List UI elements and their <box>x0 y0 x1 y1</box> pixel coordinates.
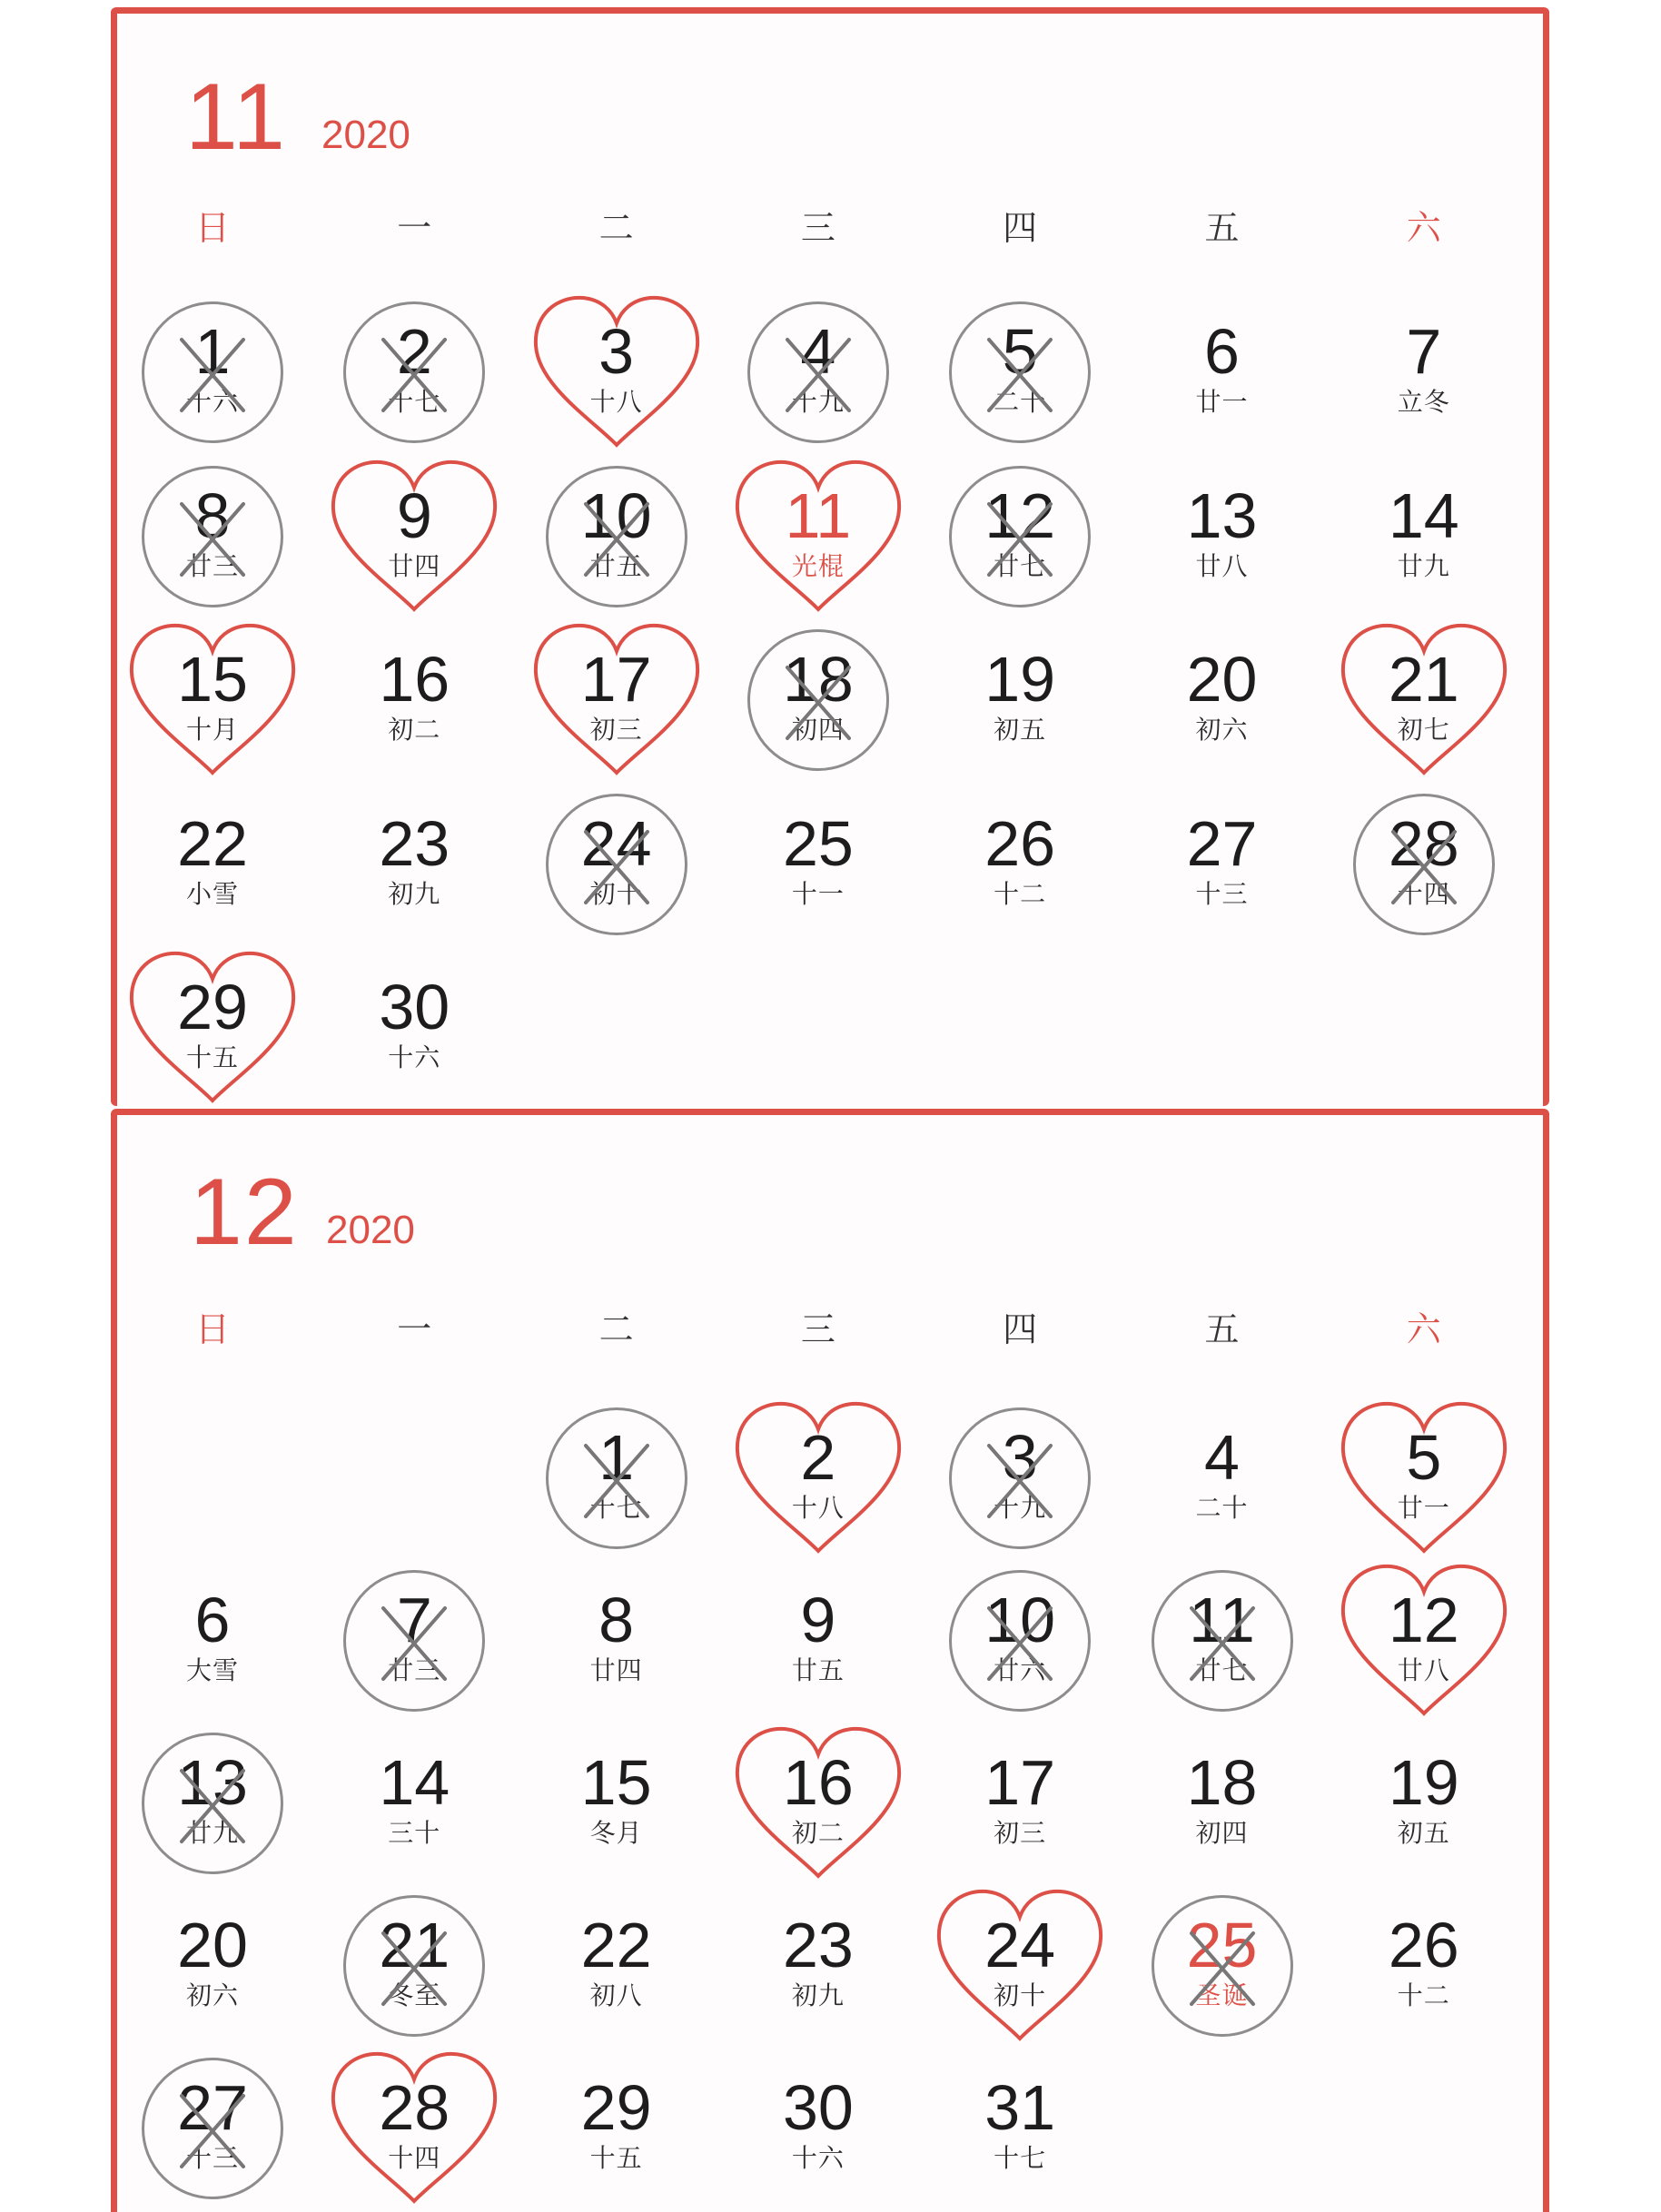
lunar-label: 初二 <box>388 715 441 745</box>
day-cell[interactable] <box>1338 1723 1510 1883</box>
day-cell[interactable] <box>126 1886 299 2046</box>
day-number: 30 <box>379 972 450 1042</box>
day-number: 19 <box>984 644 1056 715</box>
lunar-label: 十二 <box>1397 1980 1450 2010</box>
day-number: 28 <box>1388 807 1459 879</box>
day-cell[interactable] <box>732 1561 905 1721</box>
weekday-fri: 五 <box>1204 208 1240 248</box>
day-cell[interactable] <box>328 292 500 452</box>
lunar-label: 十四 <box>1397 878 1450 909</box>
day-cell[interactable] <box>1136 1886 1309 2046</box>
year-label: 2020 <box>326 1208 415 1252</box>
day-cell[interactable] <box>934 785 1106 944</box>
day-number: 12 <box>984 479 1056 551</box>
day-number: 24 <box>580 807 652 879</box>
day-number: 4 <box>1204 1422 1240 1493</box>
lunar-label: 十二 <box>994 878 1047 909</box>
weekday-mon: 一 <box>397 1309 432 1349</box>
lunar-label: 十一 <box>791 878 845 909</box>
day-cell[interactable] <box>1136 292 1309 452</box>
lunar-label: 廿六 <box>994 1655 1047 1685</box>
lunar-label: 十七 <box>589 1493 643 1523</box>
day-number: 7 <box>1406 316 1442 387</box>
day-cell[interactable] <box>934 1398 1106 1558</box>
day-cell[interactable] <box>1338 620 1510 780</box>
day-cell[interactable] <box>1136 1723 1309 1883</box>
lunar-label: 廿三 <box>388 1655 441 1685</box>
day-cell[interactable] <box>732 1723 905 1883</box>
day-cell[interactable] <box>530 1398 703 1558</box>
cross-icon <box>984 499 1056 580</box>
day-cell[interactable] <box>530 1886 703 2046</box>
month-number: 11 <box>185 64 287 170</box>
cross-icon <box>984 334 1056 416</box>
day-number: 9 <box>396 479 432 551</box>
weekday-mon: 一 <box>397 208 432 248</box>
lunar-label: 廿一 <box>1397 1493 1450 1523</box>
day-cell[interactable] <box>328 457 500 617</box>
lunar-label: 三十 <box>388 1818 441 1848</box>
weekday-wed: 三 <box>800 208 835 248</box>
day-number: 19 <box>1388 1747 1459 1818</box>
cross-icon <box>378 1603 450 1684</box>
day-cell[interactable] <box>1136 457 1309 617</box>
cross-icon <box>176 2090 249 2172</box>
weekday-thu: 四 <box>1003 208 1038 248</box>
lunar-label: 立冬 <box>1397 387 1450 417</box>
day-number: 4 <box>800 316 836 387</box>
cross-icon <box>984 1603 1056 1684</box>
day-number: 27 <box>177 2072 248 2143</box>
day-cell[interactable] <box>126 2049 299 2208</box>
day-number: 15 <box>580 1747 652 1818</box>
day-number: 13 <box>177 1747 248 1818</box>
cross-icon <box>378 334 450 416</box>
day-number: 25 <box>1186 1910 1258 1980</box>
day-cell[interactable] <box>530 2049 703 2208</box>
day-grid <box>117 1115 1543 2205</box>
day-cell[interactable] <box>732 785 905 944</box>
day-number: 21 <box>1388 644 1459 715</box>
day-number: 10 <box>580 479 652 551</box>
weekday-sat: 六 <box>1406 1309 1441 1349</box>
day-number: 15 <box>177 644 248 715</box>
day-number: 14 <box>379 1747 450 1818</box>
day-number: 16 <box>379 644 450 715</box>
day-number: 1 <box>598 1422 635 1493</box>
lunar-label: 十六 <box>185 387 239 417</box>
lunar-label: 初三 <box>589 715 643 745</box>
lunar-label: 廿三 <box>185 550 239 581</box>
lunar-label: 十六 <box>388 1042 441 1072</box>
lunar-label: 初九 <box>388 878 441 909</box>
day-cell[interactable] <box>328 1886 500 2046</box>
day-number: 27 <box>1186 807 1258 879</box>
day-number: 11 <box>1189 1585 1255 1655</box>
lunar-label: 廿五 <box>791 1655 845 1685</box>
cross-icon <box>1186 1928 1259 2010</box>
lunar-label: 十四 <box>388 2143 441 2173</box>
lunar-label: 十三 <box>185 2143 239 2173</box>
lunar-label: 初四 <box>791 715 845 745</box>
day-cell[interactable] <box>732 1398 905 1558</box>
cross-icon <box>580 826 653 908</box>
lunar-label: 初七 <box>1397 715 1450 745</box>
day-number: 6 <box>1204 316 1240 387</box>
day-number: 8 <box>194 479 231 551</box>
day-number: 18 <box>782 644 854 715</box>
day-number: 23 <box>782 1910 854 1980</box>
lunar-label: 十六 <box>791 2143 845 2173</box>
lunar-label: 十五 <box>185 1042 239 1072</box>
day-number: 20 <box>1186 644 1258 715</box>
day-cell[interactable] <box>1338 1561 1510 1721</box>
day-cell[interactable] <box>934 457 1106 617</box>
lunar-label: 初九 <box>791 1980 845 2010</box>
day-cell[interactable] <box>1136 620 1309 780</box>
lunar-label: 二十 <box>1195 1493 1249 1523</box>
lunar-label: 廿九 <box>1397 550 1450 581</box>
day-cell[interactable] <box>934 1886 1106 2046</box>
day-cell[interactable] <box>934 1561 1106 1721</box>
lunar-label: 廿七 <box>994 550 1047 581</box>
day-number: 31 <box>984 2072 1056 2143</box>
lunar-label: 初六 <box>185 1980 239 2010</box>
cross-icon <box>782 334 855 416</box>
lunar-label: 冬月 <box>589 1818 643 1848</box>
lunar-label: 廿八 <box>1397 1655 1450 1685</box>
weekday-thu: 四 <box>1003 1309 1038 1349</box>
lunar-label: 十八 <box>791 1493 845 1523</box>
day-number: 24 <box>984 1910 1056 1980</box>
cross-icon <box>176 1765 249 1847</box>
cross-icon <box>984 1440 1056 1522</box>
lunar-label: 光棍 <box>791 550 845 581</box>
year-label: 2020 <box>321 113 410 157</box>
lunar-label: 廿七 <box>1195 1655 1249 1685</box>
lunar-label: 冬至 <box>388 1980 441 2010</box>
lunar-label: 小雪 <box>185 878 239 909</box>
month-number: 12 <box>190 1160 299 1265</box>
weekday-tue: 二 <box>598 208 634 248</box>
lunar-label: 初五 <box>1397 1818 1450 1848</box>
day-number: 28 <box>379 2072 450 2143</box>
day-cell[interactable] <box>1136 1398 1309 1558</box>
day-number: 23 <box>379 807 450 879</box>
lunar-label: 廿五 <box>589 550 643 581</box>
lunar-label: 廿八 <box>1195 550 1249 581</box>
day-cell[interactable] <box>328 1561 500 1721</box>
month-card-december <box>111 1109 1549 2212</box>
day-number: 3 <box>1002 1422 1038 1493</box>
day-cell[interactable] <box>1338 292 1510 452</box>
day-number: 25 <box>782 807 854 879</box>
lunar-label: 二十 <box>994 387 1047 417</box>
lunar-label: 初十 <box>589 878 643 909</box>
day-number: 10 <box>984 1585 1056 1655</box>
day-number: 13 <box>1186 479 1258 551</box>
day-cell[interactable] <box>732 292 905 452</box>
day-cell[interactable] <box>530 1723 703 1883</box>
lunar-label: 初二 <box>791 1818 845 1848</box>
day-cell[interactable] <box>530 1561 703 1721</box>
weekday-wed: 三 <box>800 1309 835 1349</box>
day-cell[interactable] <box>732 1886 905 2046</box>
lunar-label: 十七 <box>388 387 441 417</box>
day-number: 29 <box>580 2072 652 2143</box>
cross-icon <box>580 499 653 580</box>
day-number: 20 <box>177 1910 248 1980</box>
day-cell[interactable] <box>530 620 703 780</box>
day-grid <box>117 14 1543 1103</box>
cross-icon <box>1186 1603 1259 1684</box>
lunar-label: 廿四 <box>589 1655 643 1685</box>
weekday-sat: 六 <box>1406 208 1441 248</box>
lunar-label: 十七 <box>994 2143 1047 2173</box>
day-number: 16 <box>782 1747 854 1818</box>
day-cell[interactable] <box>126 785 299 944</box>
day-number: 2 <box>800 1422 836 1493</box>
day-number: 5 <box>1406 1422 1442 1493</box>
weekday-sun: 日 <box>194 1309 230 1349</box>
day-number: 17 <box>580 644 652 715</box>
lunar-label: 十月 <box>185 715 239 745</box>
lunar-label: 十五 <box>589 2143 643 2173</box>
day-number: 11 <box>785 479 852 551</box>
day-number: 21 <box>379 1910 450 1980</box>
day-number: 8 <box>598 1585 635 1655</box>
lunar-label: 廿四 <box>388 550 441 581</box>
day-number: 6 <box>194 1585 231 1655</box>
day-cell[interactable] <box>530 785 703 944</box>
cross-icon <box>1388 826 1460 908</box>
month-card-november <box>111 7 1549 1106</box>
day-cell[interactable] <box>732 620 905 780</box>
day-cell[interactable] <box>1338 1398 1510 1558</box>
day-cell[interactable] <box>934 1723 1106 1883</box>
lunar-label: 十九 <box>791 387 845 417</box>
day-cell[interactable] <box>934 620 1106 780</box>
day-cell[interactable] <box>1338 785 1510 944</box>
lunar-label: 初五 <box>994 715 1047 745</box>
weekday-tue: 二 <box>598 1309 634 1349</box>
day-cell[interactable] <box>1136 785 1309 944</box>
day-cell[interactable] <box>126 620 299 780</box>
cross-icon <box>580 1440 653 1522</box>
day-cell[interactable] <box>328 1723 500 1883</box>
cross-icon <box>782 662 855 744</box>
lunar-label: 圣诞 <box>1195 1980 1249 2010</box>
lunar-label: 初六 <box>1195 715 1249 745</box>
day-number: 30 <box>782 2072 854 2143</box>
day-cell[interactable] <box>934 292 1106 452</box>
cross-icon <box>176 499 249 580</box>
day-cell[interactable] <box>732 457 905 617</box>
day-cell[interactable] <box>1136 1561 1309 1721</box>
day-number: 7 <box>396 1585 432 1655</box>
day-number: 12 <box>1388 1585 1459 1655</box>
cross-icon <box>176 334 249 416</box>
day-cell[interactable] <box>732 2049 905 2208</box>
day-cell[interactable] <box>530 292 703 452</box>
day-cell[interactable] <box>328 2049 500 2208</box>
day-cell[interactable] <box>1338 1886 1510 2046</box>
day-number: 22 <box>177 807 248 879</box>
day-number: 17 <box>984 1747 1056 1818</box>
lunar-label: 初四 <box>1195 1818 1249 1848</box>
lunar-label: 十三 <box>1195 878 1249 909</box>
day-number: 26 <box>984 807 1056 879</box>
day-number: 2 <box>396 316 432 387</box>
day-cell[interactable] <box>934 2049 1106 2208</box>
day-number: 29 <box>177 972 248 1042</box>
lunar-label: 大雪 <box>185 1655 239 1685</box>
lunar-label: 十八 <box>589 387 643 417</box>
day-cell[interactable] <box>530 457 703 617</box>
day-number: 1 <box>194 316 231 387</box>
lunar-label: 初八 <box>589 1980 643 2010</box>
weekday-fri: 五 <box>1204 1309 1240 1349</box>
day-number: 9 <box>800 1585 836 1655</box>
day-cell[interactable] <box>328 785 500 944</box>
lunar-label: 十九 <box>994 1493 1047 1523</box>
day-cell[interactable] <box>126 948 299 1106</box>
cross-icon <box>378 1928 450 2010</box>
day-number: 14 <box>1388 479 1459 551</box>
day-cell[interactable] <box>1338 457 1510 617</box>
day-cell[interactable] <box>126 1561 299 1721</box>
lunar-label: 廿一 <box>1195 387 1249 417</box>
day-cell[interactable] <box>126 457 299 617</box>
day-cell[interactable] <box>126 1723 299 1883</box>
day-number: 18 <box>1186 1747 1258 1818</box>
lunar-label: 廿九 <box>185 1818 239 1848</box>
day-cell[interactable] <box>126 292 299 452</box>
day-number: 26 <box>1388 1910 1459 1980</box>
lunar-label: 初三 <box>994 1818 1047 1848</box>
lunar-label: 初十 <box>994 1980 1047 2010</box>
day-cell[interactable] <box>328 948 500 1106</box>
day-number: 5 <box>1002 316 1038 387</box>
weekday-sun: 日 <box>194 208 230 248</box>
day-number: 3 <box>598 316 635 387</box>
day-number: 22 <box>580 1910 652 1980</box>
day-cell[interactable] <box>328 620 500 780</box>
